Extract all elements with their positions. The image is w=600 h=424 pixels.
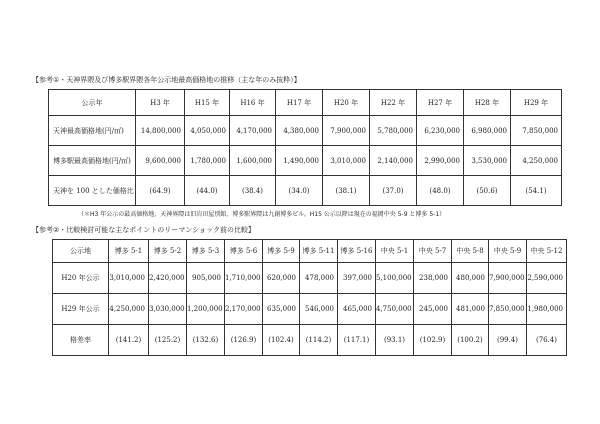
table-cell: (125.2)	[149, 325, 187, 356]
table-cell: 3,530,000	[464, 146, 511, 176]
table-cell: (141.2)	[109, 325, 149, 356]
table2-header-cell: 博多 5-16	[338, 240, 376, 263]
table-cell: 5,780,000	[370, 116, 417, 146]
table-cell: (44.0)	[185, 176, 230, 206]
table-cell: 620,000	[263, 263, 300, 294]
table-cell: 6,230,000	[417, 116, 464, 146]
table-cell: (132.6)	[187, 325, 225, 356]
table-cell: 4,170,000	[230, 116, 276, 146]
table-cell: 2,420,000	[149, 263, 187, 294]
table-row	[53, 325, 567, 356]
table-row	[49, 116, 562, 146]
table-cell: 7,850,000	[489, 294, 527, 325]
table-cell: 7,850,000	[511, 116, 562, 146]
table-cell: 480,000	[452, 263, 489, 294]
table2-header-cell: 博多 5-6	[225, 240, 263, 263]
table-cell: 4,750,000	[376, 294, 414, 325]
table-cell: 1,980,000	[527, 294, 567, 325]
table-cell: (99.4)	[489, 325, 527, 356]
table-cell: 481,000	[452, 294, 489, 325]
table1-caption: 【参考①・天神界隈及び博多駅界隈各年公示地最高価格地の推移（主な年のみ抜粋）】	[32, 76, 301, 84]
table-cell: (50.6)	[464, 176, 511, 206]
table-cell: 2,990,000	[417, 146, 464, 176]
table-cell: 14,800,000	[136, 116, 185, 146]
table1-header-cell: H20 年	[323, 90, 370, 116]
table-cell: 7,900,000	[323, 116, 370, 146]
table-cell: (64.9)	[136, 176, 185, 206]
table2-header-cell: 博多 5-11	[300, 240, 338, 263]
table-cell: 397,000	[338, 263, 376, 294]
table-cell: 3,010,000	[109, 263, 149, 294]
table-cell: 9,600,000	[136, 146, 185, 176]
table2-header-cell: 博多 5-1	[109, 240, 149, 263]
table-cell: (48.0)	[417, 176, 464, 206]
table1-header-cell: H3 年	[136, 90, 185, 116]
table1-header-cell: 公示年	[49, 90, 136, 116]
table-cell: 1,200,000	[187, 294, 225, 325]
table-cell: (93.1)	[376, 325, 414, 356]
table-cell: 2,170,000	[225, 294, 263, 325]
table-cell: (102.9)	[414, 325, 452, 356]
table-cell: 1,490,000	[276, 146, 323, 176]
table1-header-cell: H29 年	[511, 90, 562, 116]
table-cell: (38.1)	[323, 176, 370, 206]
table2-header-cell: 中央 5-8	[452, 240, 489, 263]
row-label-h20: H20 年公示	[53, 263, 109, 294]
table2-header-cell: 博多 5-9	[263, 240, 300, 263]
row-label-hakata-max: 博多駅最高価格地(円/㎡)	[49, 146, 136, 176]
table-cell: 2,140,000	[370, 146, 417, 176]
table2-header-cell: 博多 5-2	[149, 240, 187, 263]
table1-header-cell: H17 年	[276, 90, 323, 116]
table-cell: 238,000	[414, 263, 452, 294]
table1-header-row	[49, 90, 562, 116]
table2-header-cell: 中央 5-7	[414, 240, 452, 263]
table-cell: (117.1)	[338, 325, 376, 356]
table-cell: 5,100,000	[376, 263, 414, 294]
table-cell: (37.0)	[370, 176, 417, 206]
row-label-tenjin-max: 天神最高価格地(円/㎡)	[49, 116, 136, 146]
table-cell: (54.1)	[511, 176, 562, 206]
table-cell: 3,030,000	[149, 294, 187, 325]
table-cell: (34.0)	[276, 176, 323, 206]
table1-header-cell: H22 年	[370, 90, 417, 116]
table-cell: 7,900,000	[489, 263, 527, 294]
table2-header-row	[53, 240, 567, 263]
table2-header-cell: 中央 5-1	[376, 240, 414, 263]
table-row	[53, 294, 567, 325]
table-cell: 4,050,000	[185, 116, 230, 146]
table-cell: (38.4)	[230, 176, 276, 206]
table2-header-cell: 中央 5-12	[527, 240, 567, 263]
table-cell: 635,000	[263, 294, 300, 325]
table-cell: 3,010,000	[323, 146, 370, 176]
table-cell: 905,000	[187, 263, 225, 294]
table-cell: (126.9)	[225, 325, 263, 356]
table2-caption: 【参考②・比較検討可能な主なポイントのリーマンショック前の比較】	[32, 226, 255, 234]
table1-header-cell: H27 年	[417, 90, 464, 116]
table-cell: 546,000	[300, 294, 338, 325]
table1-landprice-trend	[48, 89, 562, 206]
table-row	[49, 176, 562, 206]
table-cell: 4,250,000	[109, 294, 149, 325]
table-cell: 1,780,000	[185, 146, 230, 176]
table-cell: 4,380,000	[276, 116, 323, 146]
table-cell: (100.2)	[452, 325, 489, 356]
row-label-h29: H29 年公示	[53, 294, 109, 325]
table2-point-comparison	[52, 239, 567, 356]
table2-header-cell: 公示地	[53, 240, 109, 263]
table-cell: 465,000	[338, 294, 376, 325]
table-cell: 1,600,000	[230, 146, 276, 176]
table1-header-cell: H28 年	[464, 90, 511, 116]
table-cell: 1,710,000	[225, 263, 263, 294]
table-row	[49, 146, 562, 176]
table-cell: 4,250,000	[511, 146, 562, 176]
table-row	[53, 263, 567, 294]
table-cell: 6,980,000	[464, 116, 511, 146]
row-label-price-ratio: 天神を 100 とした価格比	[49, 176, 136, 206]
row-label-disparity-rate: 格差率	[53, 325, 109, 356]
table2-header-cell: 中央 5-9	[489, 240, 527, 263]
table-cell: 2,590,000	[527, 263, 567, 294]
table1-header-cell: H15 年	[185, 90, 230, 116]
table-cell: 478,000	[300, 263, 338, 294]
table-cell: (114.2)	[300, 325, 338, 356]
table-cell: (102.4)	[263, 325, 300, 356]
table-cell: (76.4)	[527, 325, 567, 356]
table2-header-cell: 博多 5-3	[187, 240, 225, 263]
table-cell: 245,000	[414, 294, 452, 325]
table1-header-cell: H16 年	[230, 90, 276, 116]
table1-footnote: （＊H3 年公示の最高価格地、天神界隈は旧岩田屋別館、博多駅界隈は九創博多ビル。H15 公示以降は現在の福岡中央 5-9 と博多 5-1）	[78, 211, 446, 218]
